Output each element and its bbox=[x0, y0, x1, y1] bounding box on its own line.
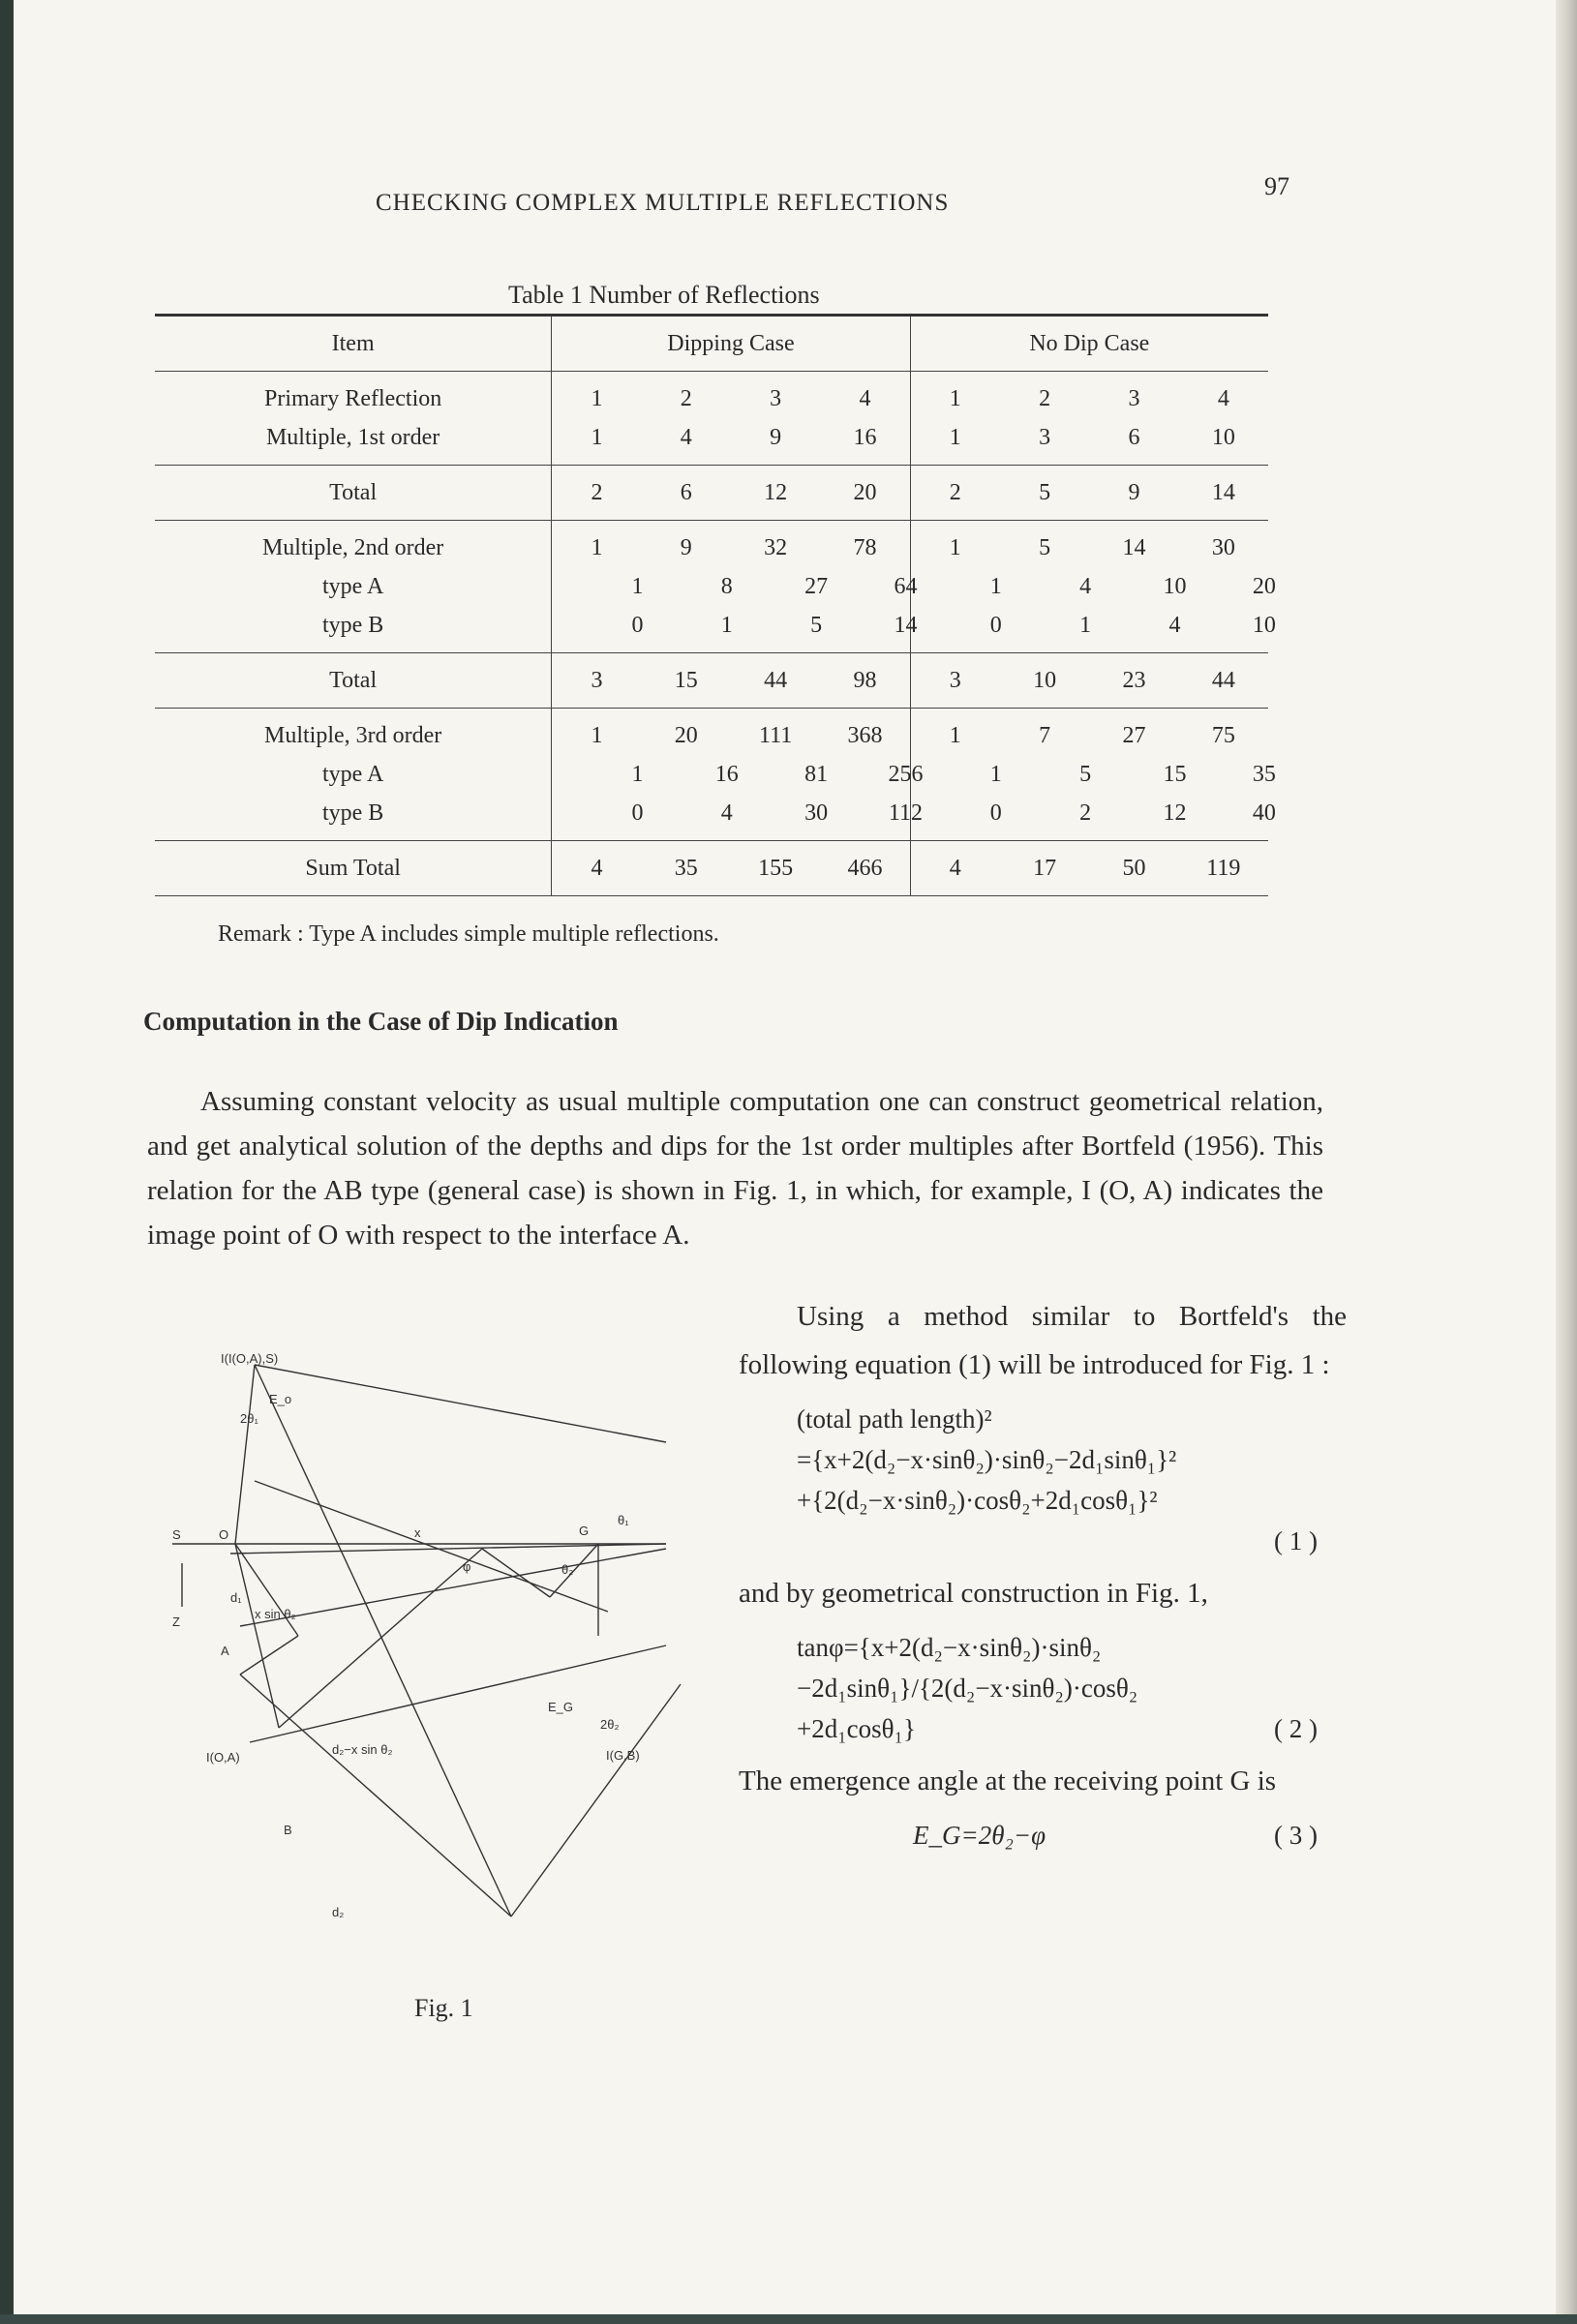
row-label: Primary Reflection bbox=[263, 386, 442, 411]
table-cell: 6 bbox=[1128, 425, 1140, 450]
table-cell: 14 bbox=[894, 613, 918, 638]
eq2-line: −2d₁sinθ₁}/{2(d₂−x·sinθ₂)·cosθ₂ bbox=[797, 1674, 1138, 1703]
table-cell: 27 bbox=[804, 574, 829, 599]
table-cell: 35 bbox=[1252, 762, 1276, 787]
header-item: Item bbox=[155, 316, 552, 372]
table-cell: 119 bbox=[1206, 856, 1241, 881]
figure-label: 2θ₁ bbox=[240, 1411, 258, 1426]
table-cell: 0 bbox=[631, 613, 644, 638]
table-caption: Table 1 Number of Reflections bbox=[508, 281, 820, 309]
table-cell: 5 bbox=[810, 613, 823, 638]
row-label: type A bbox=[321, 574, 384, 599]
table-group bbox=[155, 372, 1268, 466]
table-cell: 0 bbox=[989, 800, 1002, 826]
figure-label: I(G,B) bbox=[606, 1748, 640, 1763]
table-cell: 35 bbox=[674, 856, 698, 881]
table-cell: 20 bbox=[674, 723, 698, 748]
table-cell: 111 bbox=[759, 723, 793, 748]
table-cell: 44 bbox=[1211, 668, 1235, 693]
equation-2 bbox=[797, 1627, 1347, 1749]
table-cell: 3 bbox=[770, 386, 782, 411]
table-cell: 4 bbox=[949, 856, 961, 881]
table-cell: 3 bbox=[591, 668, 603, 693]
bottom-edge bbox=[0, 2314, 1577, 2324]
table-cell: 0 bbox=[631, 800, 644, 826]
figure-label: x bbox=[414, 1525, 421, 1540]
header-nodip: No Dip Case bbox=[910, 316, 1268, 372]
table-cell: 2 bbox=[1079, 800, 1092, 826]
table-group bbox=[155, 653, 1268, 709]
table-cell: 4 bbox=[720, 800, 733, 826]
table-cell: 23 bbox=[1122, 668, 1146, 693]
paragraph-construction: and by geometrical construction in Fig. 1, bbox=[739, 1578, 1208, 1609]
eq3-number: ( 3 ) bbox=[1274, 1821, 1318, 1850]
figure-label: d₂ bbox=[332, 1905, 345, 1919]
table-cell: 7 bbox=[1039, 723, 1051, 748]
table-cell: 6 bbox=[680, 480, 692, 505]
figure-label: E_o bbox=[269, 1392, 292, 1406]
table-cell: 256 bbox=[888, 762, 924, 787]
book-spine-shadow bbox=[0, 0, 14, 2324]
eq3-body: E_G=2θ₂−φ bbox=[913, 1821, 1046, 1850]
table-cell: 4 bbox=[1217, 386, 1229, 411]
figure-label: O bbox=[219, 1527, 229, 1542]
table-cell: 155 bbox=[758, 856, 794, 881]
table-cell: 4 bbox=[859, 386, 871, 411]
table-cell: 30 bbox=[1211, 535, 1235, 560]
table-cell: 1 bbox=[949, 425, 961, 450]
eq1-line: ={x+2(d₂−x·sinθ₂)·sinθ₂−2d₁sinθ₁}² bbox=[797, 1445, 1177, 1474]
row-label: Multiple, 1st order bbox=[265, 425, 440, 450]
table-cell: 2 bbox=[1039, 386, 1051, 411]
table-cell: 1 bbox=[591, 535, 603, 560]
table-cell: 1 bbox=[989, 574, 1002, 599]
table-cell: 3 bbox=[949, 668, 961, 693]
figure-label: A bbox=[221, 1644, 229, 1658]
row-label: Total bbox=[329, 668, 378, 693]
paragraph-emergence: The emergence angle at the receiving point G is bbox=[739, 1766, 1277, 1796]
figure-label: Z bbox=[172, 1615, 180, 1629]
table-cell: 32 bbox=[764, 535, 788, 560]
eq2-line: +2d₁cosθ₁} bbox=[797, 1714, 916, 1743]
table-cell: 10 bbox=[1163, 574, 1187, 599]
table-cell: 40 bbox=[1252, 800, 1276, 826]
table-cell: 50 bbox=[1122, 856, 1146, 881]
section-heading: Computation in the Case of Dip Indication bbox=[143, 1007, 619, 1036]
figure-caption: Fig. 1 bbox=[414, 1994, 473, 2022]
table-cell: 14 bbox=[1122, 535, 1146, 560]
table-cell: 9 bbox=[680, 535, 692, 560]
table-cell: 12 bbox=[764, 480, 788, 505]
figure-label: S bbox=[172, 1527, 181, 1542]
table-cell: 0 bbox=[989, 613, 1002, 638]
table-cell: 27 bbox=[1122, 723, 1146, 748]
table-cell: 17 bbox=[1033, 856, 1057, 881]
paragraph-method: Using a method similar to Bortfeld's the following equation (1) will be introduced for Fig. 1 : bbox=[739, 1301, 1347, 1380]
table-cell: 112 bbox=[888, 800, 924, 826]
table-cell: 4 bbox=[1079, 574, 1092, 599]
row-label: type B bbox=[321, 800, 384, 826]
figure-label: G bbox=[579, 1524, 590, 1538]
table-cell: 466 bbox=[847, 856, 883, 881]
table-cell: 15 bbox=[1163, 762, 1187, 787]
table-cell: 10 bbox=[1033, 668, 1057, 693]
figure-label: I(I(O,A),S) bbox=[221, 1351, 279, 1366]
table-cell: 1 bbox=[949, 386, 961, 411]
page-edge bbox=[1556, 0, 1577, 2324]
paragraph-intro: Assuming constant velocity as usual multiple computation one can construct geometrical relation, and get analytical solution of the depths and dips for the 1st order multiples after Bortfeld (1956). This relation for the AB type (general case) is shown in Fig. 1, in which, for example, I (O, A) indicates the image point of O with respect to the interface A. bbox=[147, 1086, 1323, 1251]
table-cell: 4 bbox=[680, 425, 692, 450]
row-label: Multiple, 2nd order bbox=[261, 535, 444, 560]
figure-label: x sin θ₂ bbox=[255, 1607, 296, 1621]
figure-label: θ₂ bbox=[561, 1562, 574, 1577]
reflections-table bbox=[155, 314, 1276, 896]
table-cell: 1 bbox=[591, 386, 603, 411]
table-group bbox=[155, 709, 1268, 841]
table-cell: 1 bbox=[591, 425, 603, 450]
row-label: type B bbox=[321, 613, 384, 638]
figure-label: θ₁ bbox=[618, 1513, 629, 1527]
table-remark: Remark : Type A includes simple multiple reflections. bbox=[218, 921, 719, 947]
table-cell: 1 bbox=[949, 723, 961, 748]
table-cell: 4 bbox=[1168, 613, 1181, 638]
row-label: type A bbox=[321, 762, 384, 787]
table-cell: 2 bbox=[949, 480, 961, 505]
eq2-number: ( 2 ) bbox=[1274, 1714, 1318, 1743]
eq1-line: +{2(d₂−x·sinθ₂)·cosθ₂+2d₁cosθ₁}² bbox=[797, 1486, 1158, 1515]
table-cell: 1 bbox=[989, 762, 1002, 787]
table-cell: 3 bbox=[1039, 425, 1051, 450]
table-cell: 9 bbox=[1128, 480, 1140, 505]
table-cell: 3 bbox=[1128, 386, 1140, 411]
table-cell: 12 bbox=[1163, 800, 1187, 826]
table-cell: 98 bbox=[853, 668, 877, 693]
table-cell: 1 bbox=[949, 535, 961, 560]
table-cell: 1 bbox=[631, 762, 644, 787]
table-cell: 5 bbox=[1039, 535, 1051, 560]
table-cell: 30 bbox=[804, 800, 829, 826]
eq1-line: (total path length)² bbox=[797, 1404, 992, 1434]
table-cell: 78 bbox=[853, 535, 877, 560]
table-group bbox=[155, 466, 1268, 521]
eq2-line: tanφ={x+2(d₂−x·sinθ₂)·sinθ₂ bbox=[797, 1633, 1102, 1662]
table-group bbox=[155, 841, 1268, 896]
figure-label: d₂−x sin θ₂ bbox=[332, 1742, 393, 1757]
figure-label: E_G bbox=[548, 1700, 574, 1714]
table-cell: 16 bbox=[714, 762, 739, 787]
table-cell: 8 bbox=[720, 574, 733, 599]
row-label: Sum Total bbox=[305, 856, 401, 881]
table-cell: 81 bbox=[804, 762, 829, 787]
table-cell: 20 bbox=[1252, 574, 1276, 599]
table-cell: 1 bbox=[631, 574, 644, 599]
equation-1 bbox=[797, 1399, 1347, 1561]
table-cell: 2 bbox=[680, 386, 692, 411]
row-label: Multiple, 3rd order bbox=[263, 723, 442, 748]
table-cell: 5 bbox=[1039, 480, 1051, 505]
header-dipping: Dipping Case bbox=[552, 316, 910, 372]
table-cell: 5 bbox=[1079, 762, 1092, 787]
figure-label: I(O,A) bbox=[206, 1750, 240, 1765]
table-cell: 10 bbox=[1211, 425, 1235, 450]
table-group bbox=[155, 521, 1268, 653]
table-cell: 1 bbox=[591, 723, 603, 748]
table-cell: 44 bbox=[764, 668, 788, 693]
running-head: CHECKING COMPLEX MULTIPLE REFLECTIONS bbox=[376, 190, 950, 216]
table-cell: 20 bbox=[853, 480, 877, 505]
table-cell: 75 bbox=[1211, 723, 1235, 748]
right-column bbox=[739, 1292, 1347, 1856]
table-cell: 2 bbox=[591, 480, 603, 505]
table-cell: 4 bbox=[591, 856, 603, 881]
table-cell: 64 bbox=[894, 574, 918, 599]
table-cell: 10 bbox=[1252, 613, 1276, 638]
figure-label: d₁ bbox=[230, 1590, 242, 1605]
table-cell: 1 bbox=[1079, 613, 1092, 638]
eq1-number: ( 1 ) bbox=[1274, 1526, 1318, 1555]
table-cell: 15 bbox=[674, 668, 698, 693]
figure-1-diagram bbox=[163, 1345, 734, 1984]
table-cell: 9 bbox=[770, 425, 782, 450]
equation-3 bbox=[739, 1815, 1347, 1856]
page-number: 97 bbox=[1264, 172, 1289, 200]
figure-label: 2θ₂ bbox=[600, 1717, 620, 1732]
table-cell: 16 bbox=[853, 425, 877, 450]
figure-label: B bbox=[284, 1823, 292, 1837]
row-label: Total bbox=[329, 480, 378, 505]
table-cell: 1 bbox=[720, 613, 733, 638]
table-cell: 14 bbox=[1211, 480, 1235, 505]
figure-label: φ bbox=[463, 1559, 471, 1574]
table-cell: 368 bbox=[847, 723, 883, 748]
